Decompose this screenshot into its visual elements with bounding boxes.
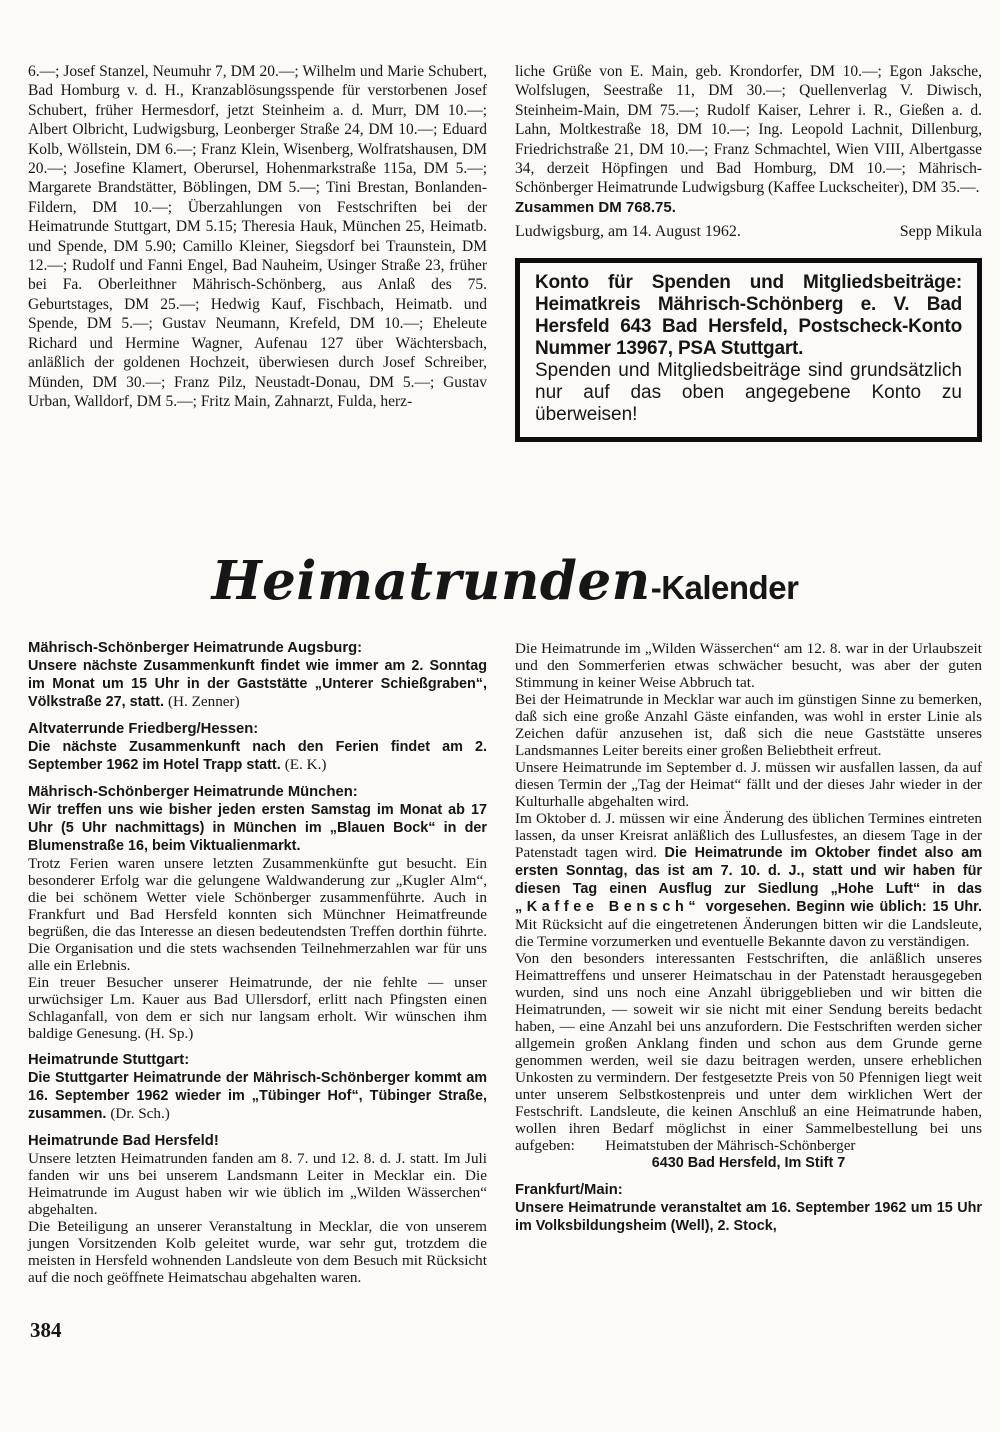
calendar-paragraph: [28, 738, 487, 774]
calendar-paragraph: [28, 974, 487, 1042]
calendar-section: [28, 640, 982, 1296]
calendar-entry-heading: Heimatrunde Stuttgart:: [28, 1052, 190, 1068]
text-run: Trotz Ferien waren unsere letzten Zusammenkünfte gut besucht. Ein besonderer Erfolg war die gelungene Waldwanderung zur „Kugler Alm“, die bei schönem Wetter viele Schönberger zusammenführte. Auch in Frankfurt und Bad Hersfeld konnten sich Münchner Heimatfreunde begrüßen, die das Interesse an diesen bedeutendsten Treffen dorthin führte. Die Organisation und die stets wachsenden Teilnehmerzahlen war für uns alle ein Erlebnis.: [28, 855, 487, 974]
calendar-entry-heading: Frankfurt/Main:: [515, 1182, 623, 1198]
text-run: (Dr. Sch.): [110, 1105, 170, 1122]
calendar-paragraph: [28, 1069, 487, 1123]
bold-text-run: Die Heimatrunde im Oktober findet also am ersten Sonntag, das ist am 7. 10. d. J., statt und wir haben für diesen Tag einen Ausflug zur Siedlung „Hohe Luft“ in das: [515, 845, 983, 897]
section-headline: [28, 546, 982, 620]
text-run: Von den besonders interessanten Festschriften, die anläßlich unseres Heimattreffens und unserer Heimatschau in der Patenstadt herausgegeben wurden, sind uns noch eine Anzahl übriggeblieben und wir bitten die Heimatrunden, — soweit wir sie nicht mit einer Sendung bereits bedacht haben, — eine Anzahl bei uns anzufordern. Die Festschriften werden sicher allgemein großen Anklang finden und schon aus dem Grunde gerne genommen werden, weil sie dazu beitragen werden, unsere erheblichen Unkosten zu vermindern. Der festgesetzte Preis von 50 Pfennigen liegt weit unter unserem Selbstkostenpreis und unter dem wirklichen Wert der Festschrift. Landsleute, die keinen Anschluß an eine Heimatrunde haben, wollen ihren Bedarf möglichst in einer Sammelbestellung bei uns aufgeben: Heimatstuben der Mährisch-Schönberger: [515, 950, 982, 1154]
calendar-entry: [28, 1052, 487, 1123]
bold-text-run: vorgesehen. Beginn wie üblich: 15 Uhr.: [700, 899, 982, 915]
notice-box-regular-text: Spenden und Mitgliedsbeiträge sind grundsätzlich nur auf das oben angegebene Konto zu überweisen!: [535, 359, 962, 425]
calendar-paragraph: [28, 1218, 487, 1286]
donation-total: Zusammen DM 768.75.: [515, 198, 676, 216]
text-run: (H. Zenner): [167, 693, 240, 710]
calendar-paragraph: [28, 1150, 487, 1218]
dateline-place-date: Ludwigsburg, am 14. August 1962.: [515, 222, 741, 240]
text-run: (E. K.): [284, 756, 327, 773]
calendar-entry: [28, 721, 487, 774]
headline-suffix-word: -Kalender: [650, 569, 799, 606]
signature: Sepp Mikula: [899, 222, 982, 240]
calendar-paragraph: [515, 640, 982, 691]
bold-text-run: Die nächste Zusammenkunft nach den Ferien findet am 2. September 1962 im Hotel Trapp statt.: [28, 739, 487, 773]
text-run: Bei der Heimatrunde in Mecklar war auch im günstigen Sinne zu bemerken, daß sich eine große Anzahl Gäste einfanden, was wohl in erster Linie als Zeichen dafür anzusehen ist, daß sich die neue Gaststätte unseres Landsmannes Leiter bereits einer großen Beliebtheit erfreut.: [515, 691, 982, 759]
calendar-paragraph: [28, 801, 487, 855]
calendar-paragraph: [515, 1154, 982, 1172]
notice-box-bold-text: Konto für Spenden und Mitgliedsbeiträge: Heimatkreis Mährisch-Schönberg e. V. Bad Hersfeld 643 Bad Hersfeld, Postscheck-Konto Nummer 13967, PSA Stuttgart.: [535, 271, 962, 359]
text-run: Unsere letzten Heimatrunden fanden am 8. 7. und 12. 8. d. J. statt. Im Juli fanden wir uns bei unserem Landsmann Leiter in Mecklar ein. Die Heimatrunde im August haben wir wie üblich im „Wilden Wässerchen“ abgehalten.: [28, 1150, 487, 1218]
bold-text-run: Unsere nächste Zusammenkunft findet wie immer am 2. Sonntag im Monat um 15 Uhr in der Gaststätte „Unterer Schießgraben“, Völkstraße 27, statt.: [28, 658, 487, 710]
bold-text-run: Die Stuttgarter Heimatrunde der Mährisch-Schönberger kommt am 16. September 1962 wieder im „Tübinger Hof“, Tübinger Straße, zusammen.: [28, 1070, 487, 1122]
calendar-paragraph: [515, 950, 982, 1154]
donation-account-notice-box: [515, 258, 982, 442]
calendar-paragraph: [515, 1199, 982, 1235]
text-run: Die Heimatrunde im „Wilden Wässerchen“ am 12. 8. war in der Urlaubszeit und den Sommerferien etwas schwächer besucht, was aber der guten Stimmung in keiner Weise Abbruch tat.: [515, 640, 982, 691]
calendar-paragraph: [515, 691, 982, 759]
calendar-paragraph: [28, 855, 487, 974]
bold-text-run: Unsere Heimatrunde veranstaltet am 16. September 1962 um 15 Uhr im Volksbildungsheim (Well), 2. Stock,: [515, 1200, 982, 1234]
dateline-row: [515, 221, 982, 243]
donor-list-left-column: 6.—; Josef Stanzel, Neumuhr 7, DM 20.—; Wilhelm und Marie Schubert, Bad Homburg v. d. H., Kranzablösungsspende für verstorbenen Josef Schubert, früher Hermesdorf, jetzt Steinheim a. d. Murr, DM 10.—; Albert Olbricht, Ludwigsburg, Leonberger Straße 24, DM 10.—; Eduard Kolb, Wöllstein, DM 6.—; Franz Klein, Wisenberg, Wolfratshausen, DM 20.—; Josefine Klamert, Oberursel, Hohenmarkstraße 115a, DM 5.—; Margarete Brandstätter, Böblingen, DM 5.—; Tini Brestan, Bonlanden-Fildern, DM 10.—; Überzahlungen von Festschriften bei der Heimatrunde Stuttgart, DM 5.15; Theresia Hauk, München 25, Heimatb. und Spende, DM 5.90; Camillo Kleiner, Siegsdorf bei Traunstein, DM 12.—; Rudolf und Fanni Engel, Bad Nauheim, Usinger Straße 23, früher bei Fa. Oberleithner Mährisch-Schönberg, aus Anlaß des 75. Geburtstages, DM 25.—; Hedwig Kauf, Fischbach, Heimatb. und Spende, DM 5.—; Gustav Neumann, Krefeld, DM 10.—; Eheleute Richard und Hermine Wagner, Aufenau 127 über Wächtersbach, anläßlich der goldenen Hochzeit, überwiesen durch Josef Schreiber, Münden, DM 30.—; Franz Pilz, Neustadt-Donau, DM 5.—; Gustav Urban, Walldorf, DM 5.—; Fritz Main, Zahnarzt, Fulda, herz-: [28, 63, 487, 410]
calendar-entry: [28, 1133, 487, 1286]
calendar-entry-heading: Heimatrunde Bad Hersfeld!: [28, 1133, 219, 1149]
text-run: Mit Rücksicht auf die eingetretenen Änderungen bitten wir die Landsleute, die Termine vorzumerken und eventuelle Bekannte davon zu verständigen.: [515, 916, 982, 950]
calendar-paragraph: [515, 810, 982, 950]
page-number: 384: [30, 1318, 62, 1342]
calendar-entry: [515, 640, 982, 1172]
calendar-entry-heading: Mährisch-Schönberger Heimatrunde Augsburg:: [28, 640, 363, 656]
calendar-paragraph: [28, 657, 487, 711]
bold-text-run: 6430 Bad Hersfeld, Im Stift 7: [651, 1155, 846, 1171]
text-run: Ein treuer Besucher unserer Heimatrunde, der nie fehlte — unser urwüchsiger Lm. Kauer aus Bad Ullersdorf, erlitt nach Pfingsten einen Schlaganfall, von dem er sich nur langsam erholt. Wir wünschen ihm baldige Genesung. (H. Sp.): [28, 974, 487, 1042]
donor-list-section: [28, 62, 982, 522]
bold-text-run: „Kaffee Bensch“: [515, 899, 701, 915]
calendar-entry: [515, 1182, 982, 1235]
calendar-entry-heading: Altvaterrunde Friedberg/Hessen:: [28, 721, 259, 737]
calendar-paragraph: [515, 759, 982, 810]
headline-script-word: Heimatrunden: [211, 550, 651, 612]
calendar-entry-heading: Mährisch-Schönberger Heimatrunde München:: [28, 784, 358, 800]
text-run: Unsere Heimatrunde im September d. J. müssen wir ausfallen lassen, da auf diesen Termin der „Tag der Heimat“ fällt und der dieses Jahr wieder in der Kulturhalle abgehalten wird.: [515, 759, 982, 810]
calendar-entry: [28, 784, 487, 1042]
calendar-right-column: [515, 640, 982, 1296]
calendar-entry: [28, 640, 487, 711]
bold-text-run: Wir treffen uns wie bisher jeden ersten Samstag im Monat ab 17 Uhr (5 Uhr nachmittags) in München im „Blauen Bock“ in der Blumenstraße 16, beim Viktualienmarkt.: [28, 802, 487, 854]
text-run: Die Beteiligung an unserer Veranstaltung in Mecklar, die von unserem jungen Vorsitzenden Kolb geleitet wurde, war sehr gut, trotzdem die meisten in Hersfeld wohnenden Landsleute von dem Besuch mit Rücksicht auf die noch geöffnete Heimatschau abgehalten waren.: [28, 1218, 487, 1286]
calendar-left-column: [28, 640, 487, 1296]
text-run: Im Oktober d. J. müssen wir eine Änderung des üblichen Termines eintreten lassen, da unser Kreisrat anläßlich des Lullusfestes, an diesem Tage in der Patenstadt tagen wird.: [515, 810, 982, 861]
donor-list-right-column: liche Grüße von E. Main, geb. Krondorfer, DM 10.—; Egon Jaksche, Wolfslugen, Seestraße 11, DM 30.—; Quellenverlag V. Diwisch, Steinheim-Main, DM 75.—; Rudolf Kaiser, Lehrer i. R., Gießen a. d. Lahn, Moltkestraße 18, DM 10.—; Ing. Leopold Lachnit, Dillenburg, Friedrichstraße 21, DM 10.—; Franz Schmachtel, Wien VIII, Albertgasse 34, derzeit Höpfingen und Bad Homburg, DM 10.—; Mährisch-Schönberger Heimatrunde Ludwigsburg (Kaffee Luckscheiter), DM 35.—.: [515, 63, 982, 197]
